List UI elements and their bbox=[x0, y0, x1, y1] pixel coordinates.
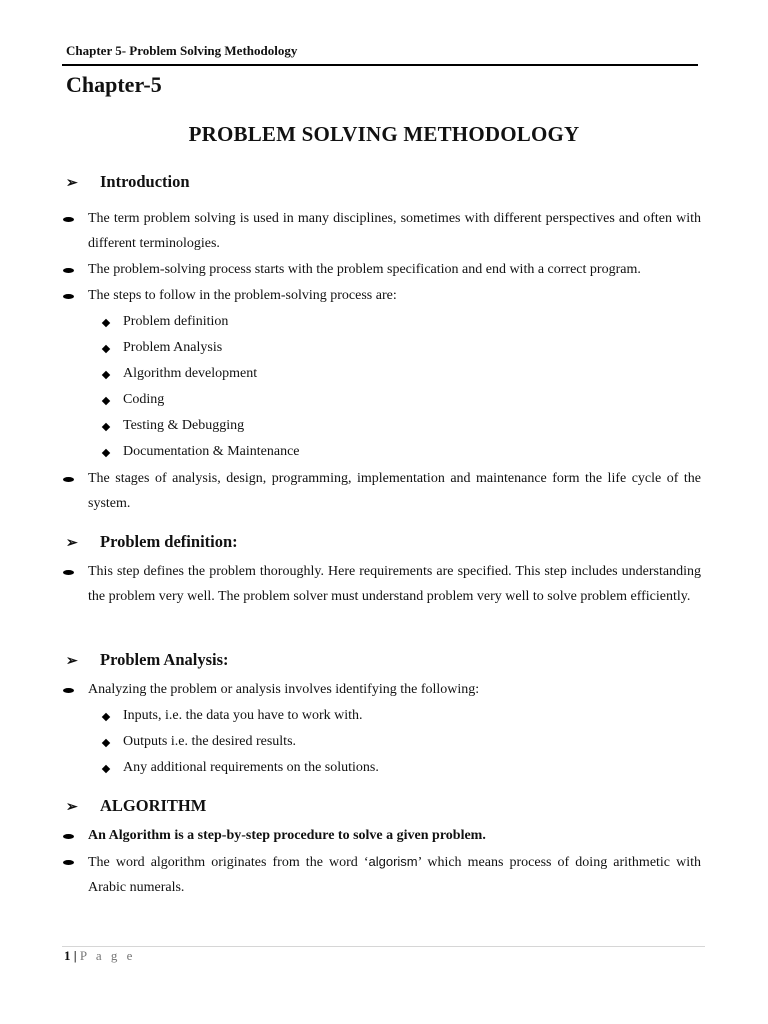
page-label: P a g e bbox=[79, 948, 136, 963]
arrow-bullet-icon: ➢ bbox=[66, 176, 78, 191]
footer-rule bbox=[62, 946, 705, 947]
round-bullet-icon bbox=[63, 217, 74, 222]
list-item: Testing & Debugging bbox=[123, 418, 245, 433]
arrow-bullet-icon: ➢ bbox=[66, 536, 78, 551]
paragraph-bold: An Algorithm is a step-by-step procedure to solve a given problem. bbox=[88, 828, 486, 843]
round-bullet-icon bbox=[63, 268, 74, 273]
arrow-bullet-icon: ➢ bbox=[66, 800, 78, 815]
footer-separator: | bbox=[73, 948, 77, 963]
paragraph: Analyzing the problem or analysis involves identifying the following: bbox=[88, 682, 480, 697]
term-algorism: algorism bbox=[368, 854, 418, 869]
paragraph: The steps to follow in the problem-solving process are: bbox=[88, 288, 397, 303]
page-number: 1 bbox=[64, 948, 71, 963]
round-bullet-icon bbox=[63, 688, 74, 693]
round-bullet-icon bbox=[63, 834, 74, 839]
paragraph: The stages of analysis, design, programming, implementation and maintenance form the life cycle of the system. bbox=[88, 471, 701, 511]
diamond-bullet-icon bbox=[102, 371, 110, 379]
arrow-bullet-icon: ➢ bbox=[66, 654, 78, 669]
section-heading-problem-definition: ➢ Problem definition: bbox=[66, 532, 238, 551]
diamond-bullet-icon bbox=[102, 319, 110, 327]
list-item: Algorithm development bbox=[123, 366, 258, 381]
list-item: Problem definition bbox=[123, 314, 229, 329]
list-item: Coding bbox=[123, 392, 165, 407]
list-item: Documentation & Maintenance bbox=[123, 444, 300, 459]
section-heading-problem-analysis: ➢ Problem Analysis: bbox=[66, 650, 229, 669]
chapter-label: Chapter-5 bbox=[66, 72, 162, 97]
section-heading-introduction: ➢ Introduction bbox=[66, 172, 190, 191]
list-item: Inputs, i.e. the data you have to work with. bbox=[123, 708, 363, 723]
round-bullet-icon bbox=[63, 860, 74, 865]
list-item: Any additional requirements on the solutions. bbox=[123, 760, 379, 775]
diamond-bullet-icon bbox=[102, 397, 110, 405]
running-header: Chapter 5- Problem Solving Methodology bbox=[66, 43, 298, 58]
section-heading-algorithm: ➢ ALGORITHM bbox=[66, 796, 207, 815]
round-bullet-icon bbox=[63, 477, 74, 482]
round-bullet-icon bbox=[63, 570, 74, 575]
diamond-bullet-icon bbox=[102, 713, 110, 721]
diamond-bullet-icon bbox=[102, 423, 110, 431]
paragraph: The word algorithm originates from the word ‘algorism’ which means process of doing arithmetic with Arabic numerals. bbox=[88, 854, 701, 895]
page-footer bbox=[64, 948, 135, 964]
header-rule bbox=[62, 64, 698, 66]
page-title: PROBLEM SOLVING METHODOLOGY bbox=[188, 122, 580, 146]
diamond-bullet-icon bbox=[102, 765, 110, 773]
diamond-bullet-icon bbox=[102, 449, 110, 457]
list-item: Outputs i.e. the desired results. bbox=[123, 734, 297, 749]
list-item: Problem Analysis bbox=[123, 340, 223, 355]
round-bullet-icon bbox=[63, 294, 74, 299]
paragraph: The term problem solving is used in many disciplines, sometimes with different perspectives and often with different terminologies. bbox=[88, 211, 701, 251]
diamond-bullet-icon bbox=[102, 739, 110, 747]
paragraph: This step defines the problem thoroughly. Here requirements are specified. This step includes understanding the problem very well. The problem solver must understand problem very well to solve problem efficiently. bbox=[88, 564, 701, 604]
diamond-bullet-icon bbox=[102, 345, 110, 353]
paragraph: The problem-solving process starts with the problem specification and end with a correct program. bbox=[88, 262, 641, 277]
